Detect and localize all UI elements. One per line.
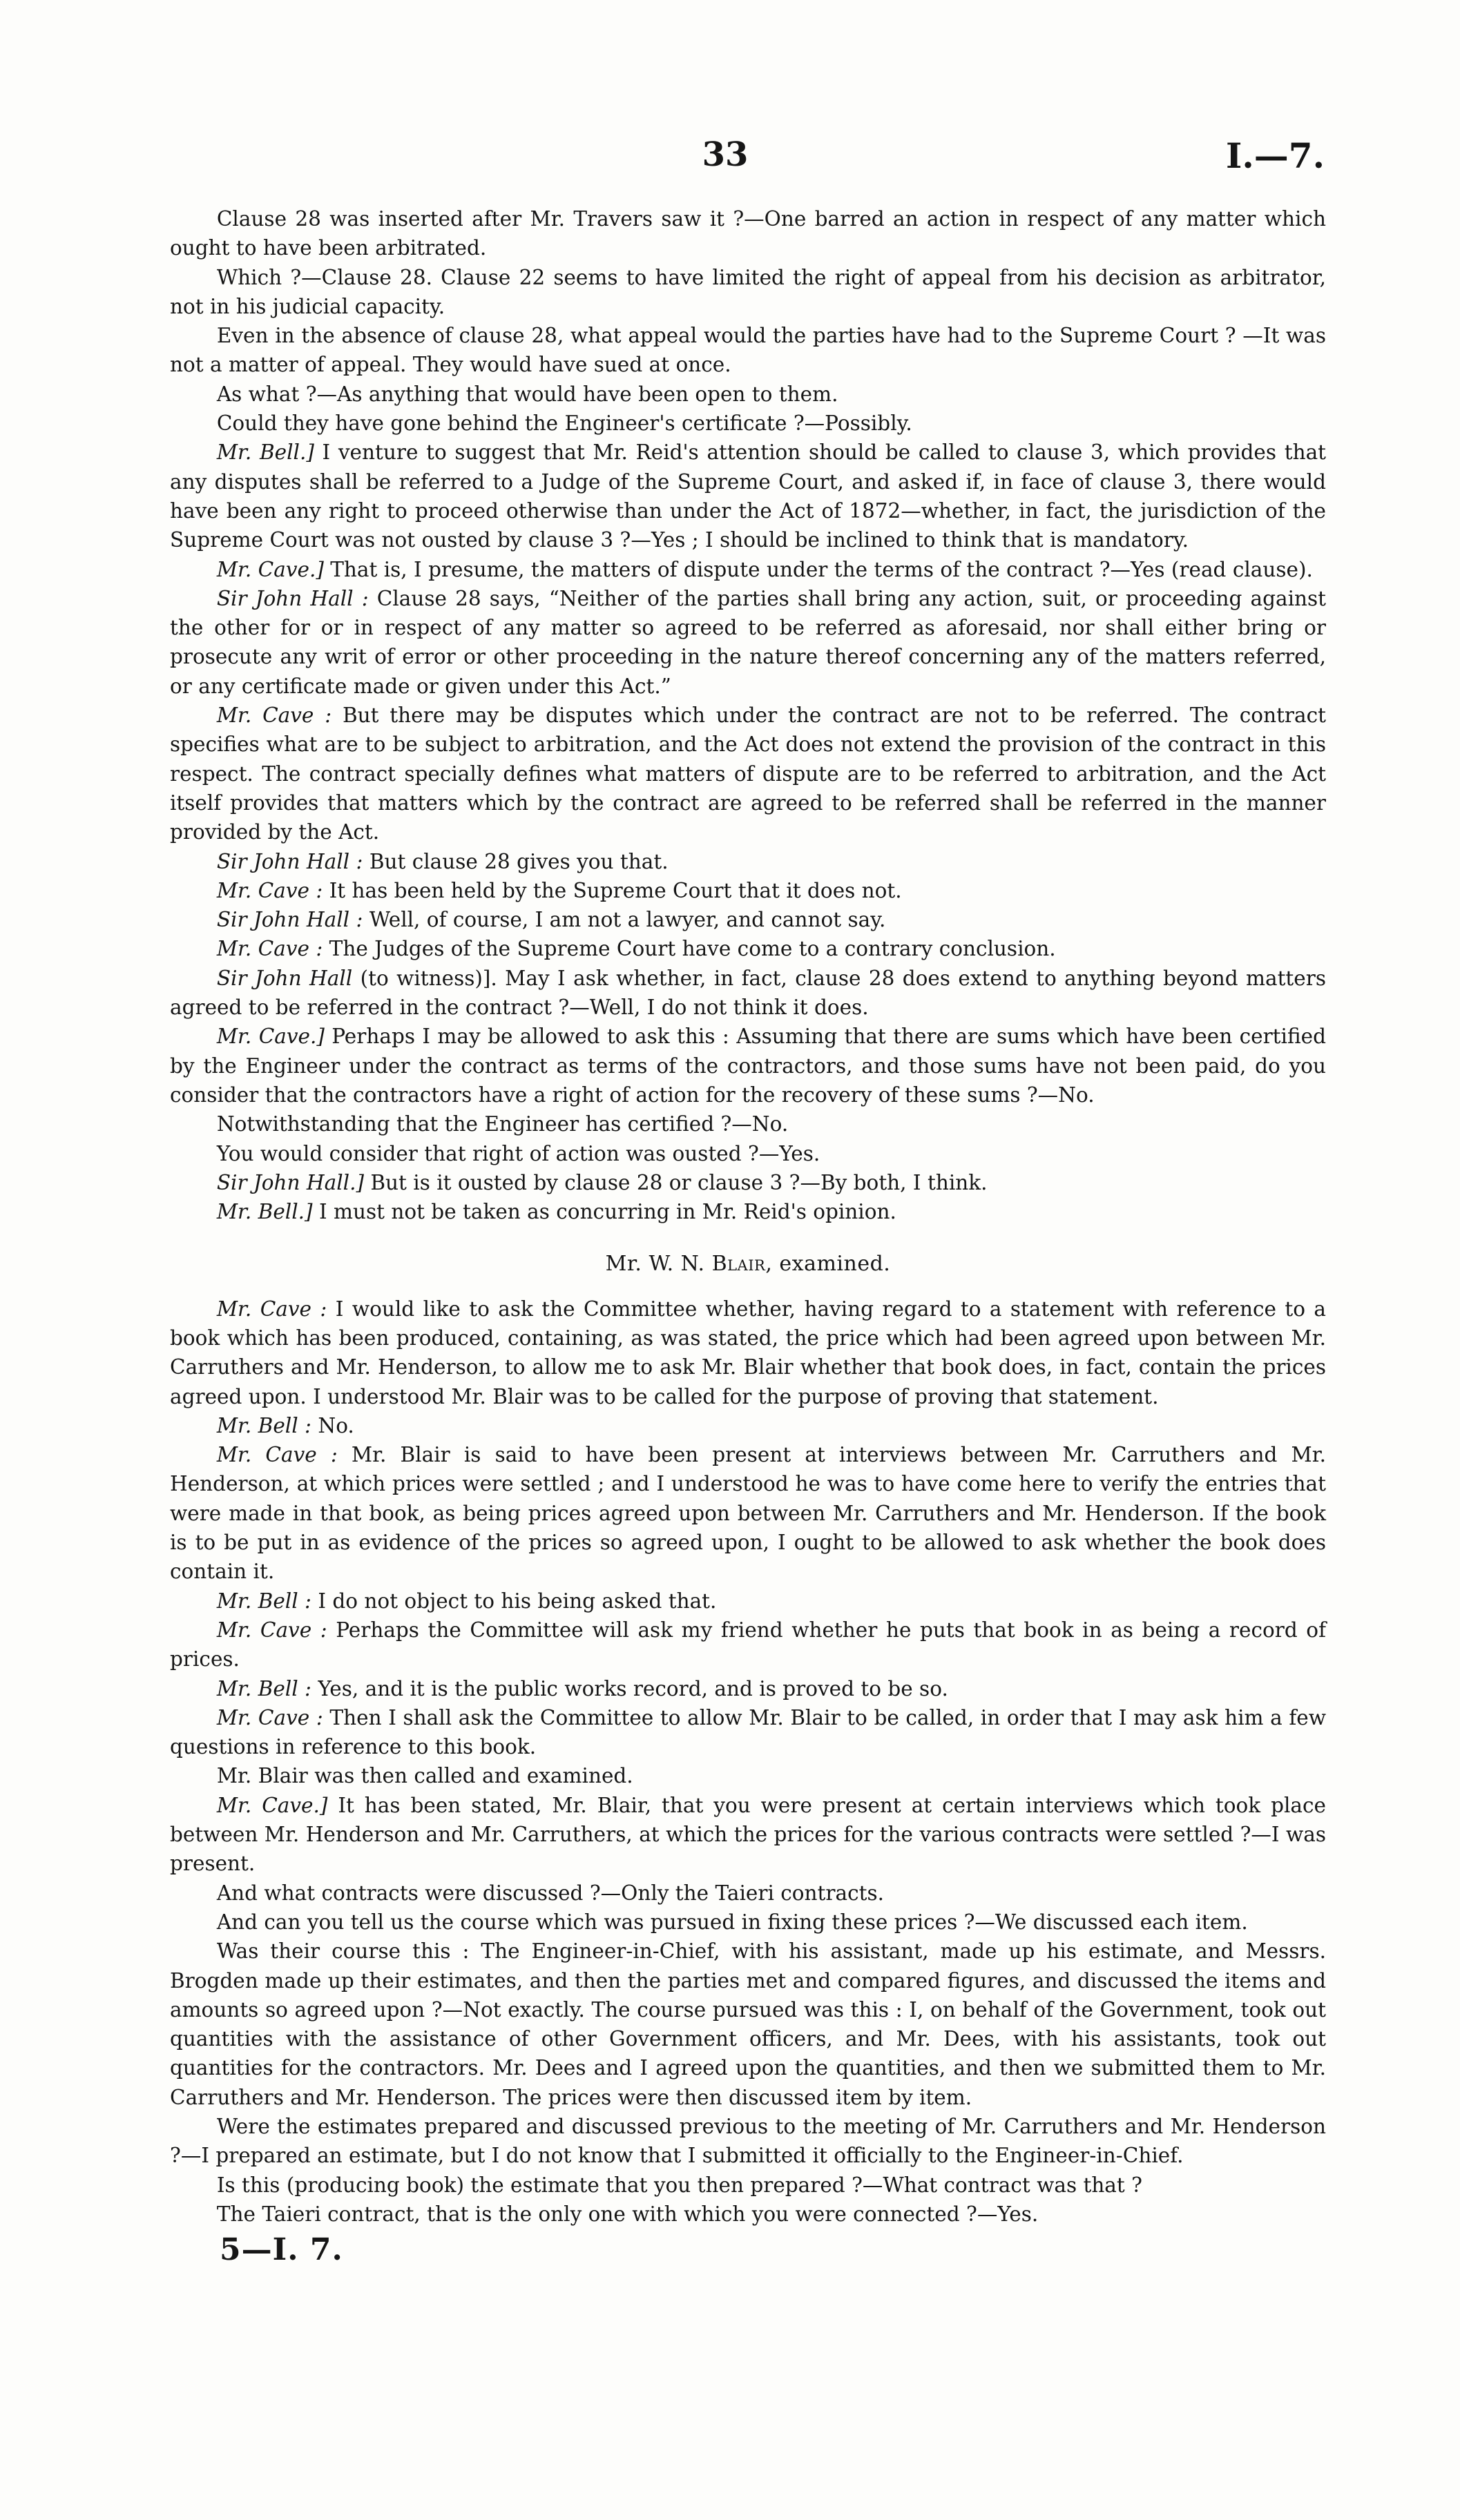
paragraph-text: Is this (producing book) the estimate that you then prepared ?—What contract was that ? — [216, 2173, 1142, 2197]
paragraph — [170, 555, 1326, 584]
paragraph — [170, 1440, 1326, 1586]
speaker-label: Mr. Bell : — [216, 1589, 311, 1613]
paragraph — [170, 1616, 1326, 1674]
paragraph-text: I must not be taken as concurring in Mr. Reid's opinion. — [312, 1200, 896, 1224]
paragraph-text: Even in the absence of clause 28, what appeal would the parties have had to the Supreme Court ? —It was not a matter of appeal. They would have sued at once. — [170, 324, 1326, 377]
speaker-label: Sir John Hall.] — [216, 1170, 364, 1194]
paragraph — [170, 934, 1326, 963]
paragraph-text: Then I shall ask the Committee to allow Mr. Blair to be called, in order that I may ask him a few questions in reference to this book. — [170, 1705, 1327, 1759]
paragraph — [170, 1761, 1326, 1790]
paragraph — [170, 847, 1326, 876]
speaker-label: Mr. Bell : — [216, 1676, 311, 1700]
paragraph — [170, 1197, 1326, 1226]
paragraph — [170, 1139, 1326, 1168]
evidence-block-2 — [170, 1295, 1326, 2229]
paragraph-text: That is, I presume, the matters of dispute under the terms of the contract ?—Yes (read clause). — [323, 557, 1313, 581]
paragraph-text: As what ?—As anything that would have been open to them. — [216, 382, 838, 406]
speaker-label: Mr. Cave : — [216, 1705, 323, 1729]
paragraph-text: Yes, and it is the public works record, and is proved to be so. — [311, 1676, 948, 1700]
heading-suffix: , examined. — [765, 1252, 891, 1277]
speaker-label: Mr. Cave.] — [216, 1025, 325, 1049]
paragraph — [170, 1908, 1326, 1937]
heading-surname: Blair — [711, 1252, 766, 1277]
paragraph-text: (to witness)]. May I ask whether, in fact, clause 28 does extend to anything beyond matters agreed to be referred in the contract ?—Well, I do not think it does. — [170, 966, 1326, 1020]
paragraph — [170, 204, 1326, 263]
paragraph — [170, 1587, 1326, 1616]
paragraph-text: Mr. Blair was then called and examined. — [216, 1764, 633, 1788]
speaker-label: Mr. Cave.] — [216, 1793, 328, 1817]
paragraph — [170, 1411, 1326, 1440]
paragraph — [170, 263, 1326, 322]
paragraph-text: I venture to suggest that Mr. Reid's attention should be called to clause 3, which provides that any disputes shall be referred to a Judge of the Supreme Court, and asked if, in face of clause 3, there would have been any right to proceed otherwise than under the Act of 1872—whether, in fact, the jurisdiction of the Supreme Court was not ousted by clause 3 ?—Yes ; I should be inclined to think that is mandatory. — [170, 440, 1327, 552]
paragraph-text: I would like to ask the Committee whether, having regard to a statement with reference to a book which has been produced, containing, as was stated, the price which had been agreed upon between Mr. Carruthers and Mr. Henderson, to allow me to ask Mr. Blair whether that book does, in fact, contain the prices agreed upon. I understood Mr. Blair was to be called for the purpose of proving that statement. — [170, 1297, 1326, 1408]
paragraph-text: But there may be disputes which under the contract are not to be referred. The contract specifies what are to be subject to arbitration, and the Act does not extend the provision of the contract in this respect. The contract specially defines what matters of dispute are to be referred to arbitration, and the Act itself provides that matters which by the contract are agreed to be referred shall be referred in the manner provided by the Act. — [170, 704, 1326, 844]
paragraph — [170, 876, 1326, 905]
speaker-label: Mr. Bell : — [216, 1413, 311, 1437]
paragraph-text: Were the estimates prepared and discussed previous to the meeting of Mr. Carruthers and Mr. Henderson ?—I prepared an estimate, but I do not know that I submitted it officially to the Engineer-in-Chief. — [170, 2115, 1326, 2168]
paragraph — [170, 1879, 1326, 1908]
paragraph — [170, 2112, 1326, 2171]
paragraph — [170, 1937, 1326, 2112]
speaker-label: Sir John Hall — [216, 966, 353, 990]
paragraph-text: And what contracts were discussed ?—Only the Taieri contracts. — [216, 1881, 884, 1905]
speaker-label: Mr. Cave.] — [216, 557, 324, 581]
paragraph — [170, 1674, 1326, 1703]
heading-prefix: Mr. W. N. — [605, 1252, 712, 1277]
speaker-label: Sir John Hall : — [216, 849, 363, 873]
speaker-label: Mr. Cave : — [216, 704, 332, 728]
speaker-label: Mr. Cave : — [216, 1443, 338, 1467]
paper-reference: I.—7. — [1226, 135, 1325, 176]
paragraph — [170, 1109, 1326, 1138]
paragraph — [170, 1295, 1326, 1411]
paragraph — [170, 2200, 1326, 2229]
paragraph-text: No. — [311, 1413, 354, 1437]
paragraph — [170, 321, 1326, 380]
paragraph-text: The Taieri contract, that is the only one with which you were connected ?—Yes. — [216, 2202, 1039, 2226]
evidence-block-1 — [170, 204, 1326, 1226]
paragraph-text: But clause 28 gives you that. — [363, 849, 669, 873]
paragraph-text: Could they have gone behind the Engineer's certificate ?—Possibly. — [216, 411, 912, 436]
paragraph — [170, 380, 1326, 409]
paragraph — [170, 1022, 1326, 1109]
paragraph — [170, 438, 1326, 554]
paragraph-text: You would consider that right of action was ousted ?—Yes. — [216, 1141, 820, 1165]
paragraph — [170, 409, 1326, 438]
paragraph — [170, 905, 1326, 934]
section-heading — [170, 1250, 1326, 1279]
paragraph-text: Which ?—Clause 28. Clause 22 seems to have limited the right of appeal from his decision as arbitrator, not in his judicial capacity. — [170, 265, 1326, 318]
paragraph-text: Clause 28 was inserted after Mr. Travers saw it ?—One barred an action in respect of any matter which ought to have been arbitrated. — [170, 207, 1326, 260]
paragraph-text: But is it ousted by clause 28 or clause 3 ?—By both, I think. — [364, 1170, 988, 1194]
paragraph-text: Was their course this : The Engineer-in-Chief, with his assistant, made up his estimate, and Messrs. Brogden made up their estimates, and then the parties met and compared figures, and discussed the items and amounts so agreed upon ?—Not exactly. The course pursued was this : I, on behalf of the Government, took out quantities with the assistance of other Government officers, and Mr. Dees, with his assistants, took out quantities for the contractors. Mr. Dees and I agreed upon the quantities, and then we submitted them to Mr. Carruthers and Mr. Henderson. The prices were then discussed item by item. — [170, 1939, 1326, 2109]
paragraph-text: Clause 28 says, “Neither of the parties shall bring any action, suit, or proceeding against the other for or in respect of any matter so agreed to be referred as aforesaid, nor shall either bring or prosecute any writ of error or other proceeding in the nature thereof concerning any of the matters referred, or any certificate made or given under this Act.” — [170, 586, 1326, 698]
paragraph-text: Mr. Blair is said to have been present at interviews between Mr. Carruthers and Mr. Henderson, at which prices were settled ; and I understood he was to have come here to verify the entries that were made in that book, as being prices agreed upon between Mr. Carruthers and Mr. Henderson. If the book is to be put in as evidence of the prices so agreed upon, I ought to be allowed to ask whether the book does contain it. — [170, 1443, 1326, 1584]
speaker-label: Mr. Bell.] — [216, 1200, 313, 1224]
paragraph-text: And can you tell us the course which was pursued in fixing these prices ?—We discussed each item. — [216, 1910, 1248, 1934]
paragraph-text: Well, of course, I am not a lawyer, and cannot say. — [363, 908, 886, 932]
paragraph-text: The Judges of the Supreme Court have come to a contrary conclusion. — [323, 937, 1056, 961]
paragraph — [170, 584, 1326, 701]
signature-mark: 5—I. 7. — [220, 2232, 343, 2268]
paragraph — [170, 964, 1326, 1022]
document-body — [170, 204, 1327, 2268]
speaker-label: Mr. Cave : — [216, 878, 323, 902]
speaker-label: Mr. Bell.] — [216, 440, 314, 465]
paragraph-text: Perhaps I may be allowed to ask this : Assuming that there are sums which have been certified by the Engineer under the contract as terms of the contractors, and those sums have not been paid, do you consider that the contractors have a right of action for the recovery of these sums ?—No. — [170, 1025, 1326, 1107]
paragraph — [170, 1168, 1326, 1197]
paragraph-text: Perhaps the Committee will ask my friend whether he puts that book in as being a record of prices. — [170, 1618, 1326, 1671]
paragraph — [170, 1791, 1326, 1879]
speaker-label: Sir John Hall : — [216, 908, 363, 932]
paragraph — [170, 1703, 1326, 1762]
paragraph-text: I do not object to his being asked that. — [311, 1589, 717, 1613]
speaker-label: Mr. Cave : — [216, 937, 323, 961]
paragraph-text: It has been held by the Supreme Court that it does not. — [323, 878, 902, 902]
speaker-label: Sir John Hall : — [216, 586, 369, 610]
paragraph-text: Notwithstanding that the Engineer has certified ?—No. — [216, 1112, 789, 1136]
paragraph — [170, 701, 1326, 846]
speaker-label: Mr. Cave : — [216, 1618, 327, 1642]
page-number: 33 — [702, 135, 749, 174]
paragraph — [170, 2171, 1326, 2200]
paragraph-text: It has been stated, Mr. Blair, that you were present at certain interviews which took place between Mr. Henderson and Mr. Carruthers, at which the prices for the various contracts were settled ?—I was present. — [170, 1793, 1326, 1876]
speaker-label: Mr. Cave : — [216, 1297, 327, 1321]
